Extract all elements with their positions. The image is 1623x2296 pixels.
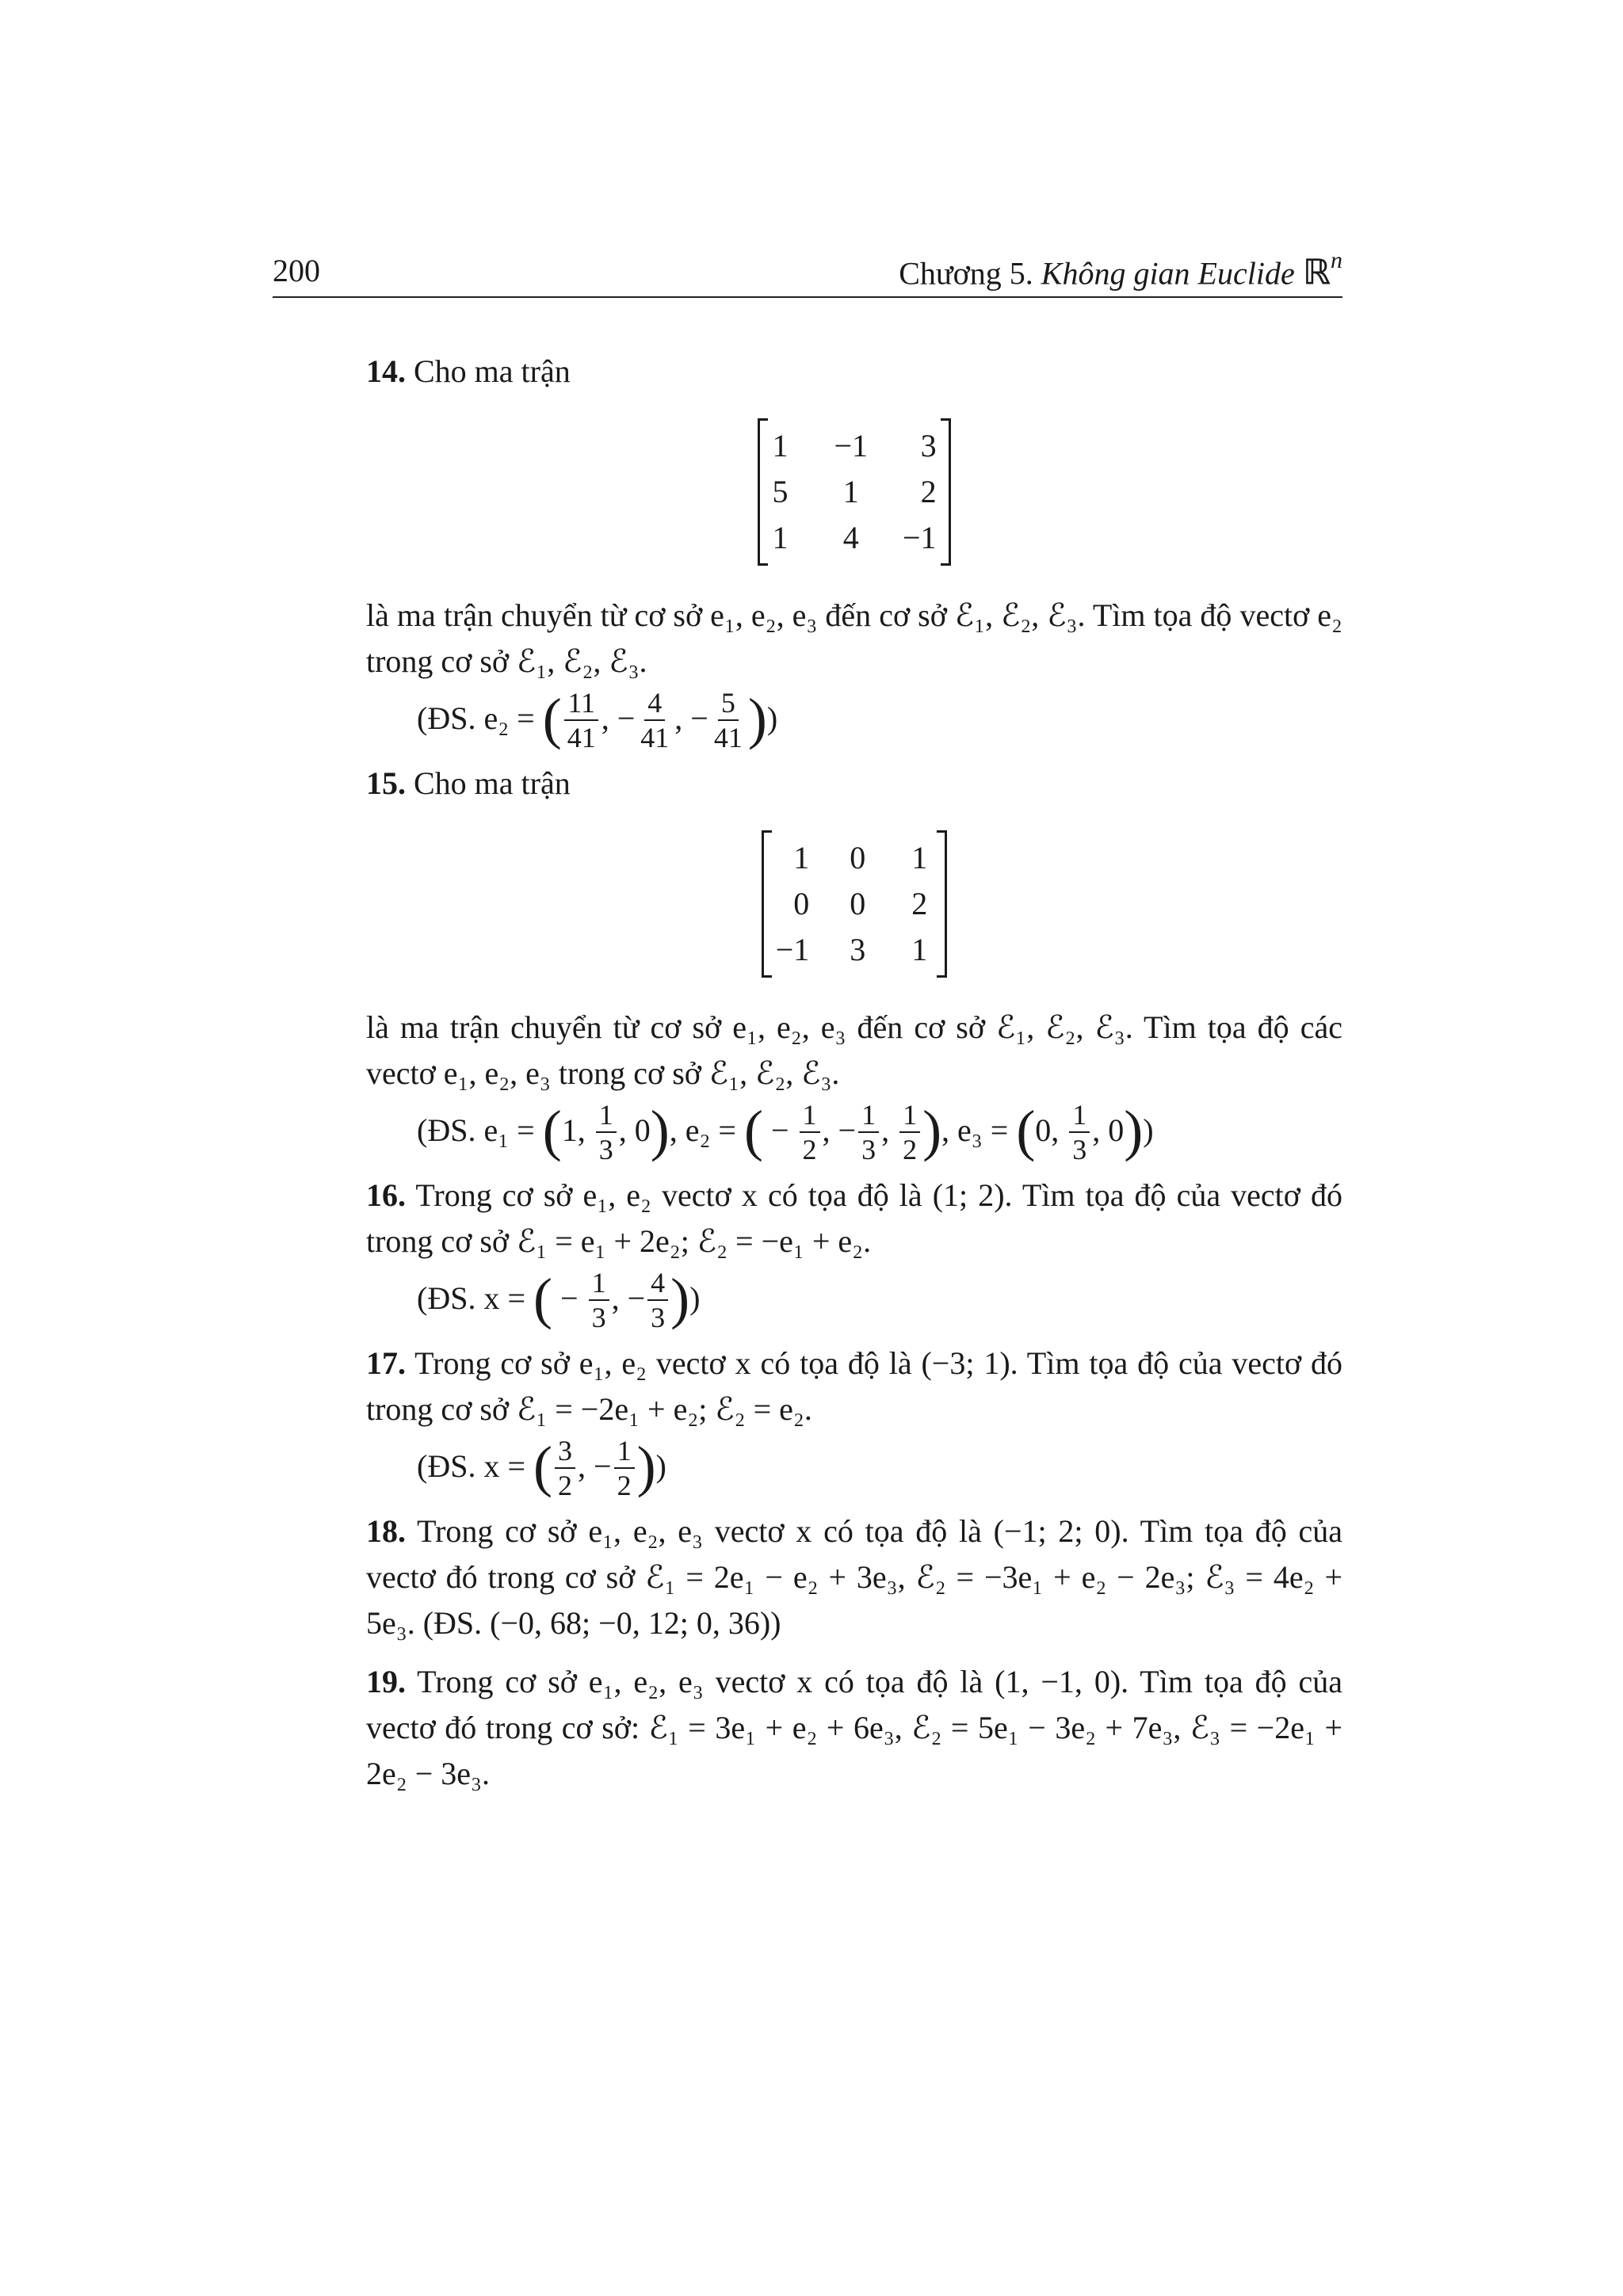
- problem-number: 19.: [366, 1664, 406, 1699]
- problem-text: là ma trận chuyển từ cơ sở e₁, e₂, e₃ đến cơ sở ℰ₁, ℰ₂, ℰ₃. Tìm tọa độ các vectơ e₁, e₂, e₃ trong cơ sở ℰ₁, ℰ₂, ℰ₃.: [366, 1009, 1342, 1091]
- problem-intro: Cho ma trận: [414, 353, 571, 389]
- matrix-cell: 0: [850, 840, 866, 875]
- matrix-cell: 5: [772, 474, 789, 509]
- matrix-cell: −1: [903, 520, 937, 555]
- matrix-cell: 2: [911, 886, 928, 921]
- answer: (ĐS. x = ( − $\frac{1}{3}$ , − $\frac{4}{3}$ )): [417, 1267, 701, 1333]
- matrix-cell: −1: [775, 932, 810, 967]
- problem-16: [366, 1173, 1342, 1336]
- problem-intro: Cho ma trận: [414, 765, 571, 801]
- matrix-cell: 0: [850, 886, 866, 921]
- space-symbol: ℝ: [1302, 252, 1331, 293]
- matrix-cell: 2: [920, 474, 937, 509]
- matrix-cell: 3: [850, 932, 866, 967]
- answer: (ĐS. x = ( $\frac{3}{2}$ , − $\frac{1}{2}$ )): [417, 1435, 666, 1501]
- problem-text: Trong cơ sở e₁, e₂ vectơ x có tọa độ là (1; 2). Tìm tọa độ của vectơ đó trong cơ sở ℰ₁ = e₁ + 2e₂; ℰ₂ = −e₁ + e₂.: [366, 1177, 1342, 1259]
- problem-18: [366, 1508, 1342, 1646]
- problem-number: 18.: [366, 1513, 406, 1549]
- matrix-cell: 1: [772, 428, 789, 463]
- matrix-cell: −1: [834, 428, 868, 463]
- matrix-cell: 4: [842, 520, 859, 555]
- problem-number: 16.: [366, 1177, 406, 1213]
- matrix-cell: 1: [911, 840, 928, 875]
- problem-14: [366, 349, 1342, 756]
- matrix-cell: 3: [920, 428, 937, 463]
- page-number: 200: [273, 253, 320, 288]
- problem-number: 17.: [366, 1345, 406, 1381]
- problem-19: [366, 1659, 1342, 1797]
- chapter-prefix: Chương 5.: [899, 255, 1033, 292]
- problem-text: là ma trận chuyển từ cơ sở e₁, e₂, e₃ đến cơ sở ℰ₁, ℰ₂, ℰ₃. Tìm tọa độ vectơ e₂ trong cơ sở ℰ₁, ℰ₂, ℰ₃.: [366, 597, 1342, 679]
- problem-text: Trong cơ sở e₁, e₂, e₃ vectơ x có tọa độ là (−1; 2; 0). Tìm tọa độ của vectơ đó trong cơ sở ℰ₁ = 2e₁ − e₂ + 3e₃, ℰ₂ = −3e₁ + e₂ − 2e₃; ℰ₃ = 4e₂ + 5e₃. (ĐS. (−0, 68; −0, 12; 0, 36)): [366, 1513, 1343, 1641]
- problem-text: Trong cơ sở e₁, e₂ vectơ x có tọa độ là (−3; 1). Tìm tọa độ của vectơ đó trong cơ sở ℰ₁ = −2e₁ + e₂; ℰ₂ = e₂.: [366, 1345, 1342, 1427]
- page-header: [273, 247, 1342, 298]
- page-content: [366, 349, 1342, 1797]
- matrix-cell: 1: [842, 474, 859, 509]
- chapter-title: [899, 247, 1342, 293]
- matrix-cell: 0: [793, 886, 810, 921]
- answer: (ĐS. e₁ = (1, $\frac{1}{3}$ , 0), e₂ = ( − $\frac{1}{2}$ , − $\frac{1}{3}$ , $\frac{1}{2}$ ), e₃ = (0, $\frac{1}{3}$ , 0)): [417, 1099, 1154, 1165]
- problem-text: Trong cơ sở e₁, e₂, e₃ vectơ x có tọa độ là (1, −1, 0). Tìm tọa độ của vectơ đó trong cơ sở: ℰ₁ = 3e₁ + e₂ + 6e₃, ℰ₂ = 5e₁ − 3e₂ + 7e₃, ℰ₃ = −2e₁ + 2e₂ − 3e₃.: [366, 1664, 1343, 1791]
- answer: (ĐS. e₂ = ( $\frac{11}{41}$ , − $\frac{4}{41}$ , − $\frac{5}{41}$ )): [417, 687, 778, 753]
- problem-number: 14.: [366, 353, 406, 389]
- problem-number: 15.: [366, 765, 406, 801]
- matrix: [762, 830, 948, 978]
- space-exponent: n: [1331, 247, 1342, 273]
- chapter-name: Không gian Euclide: [1041, 255, 1295, 292]
- problem-15: [366, 761, 1342, 1168]
- matrix-cell: 1: [911, 932, 928, 967]
- problem-17: [366, 1341, 1342, 1504]
- matrix: [758, 418, 950, 566]
- matrix-cell: 1: [772, 520, 789, 555]
- matrix-cell: 1: [793, 840, 810, 875]
